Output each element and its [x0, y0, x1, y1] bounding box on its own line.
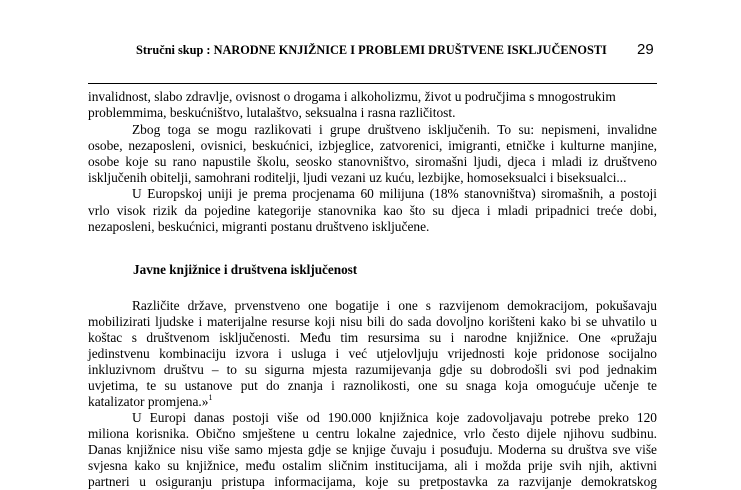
text-line: osobe, nezaposleni, ovisnici, beskućnici, izbjeglice, zatvorenici, imigranti, etničke i kulturne manjine,: [88, 138, 657, 153]
text-line: jedinstvenu kombinaciju izvora i usluga i već utjelovljuju vrijednosti koje pridonose socijalno: [88, 346, 657, 361]
footnote-marker: 1: [208, 393, 213, 402]
page-number: 29: [637, 41, 654, 58]
text-line: osobe koje su rano napustile školu, seosko stanovništvo, siromašni ljudi, djeca i mladi iz društveno: [88, 154, 657, 169]
text-line: uvjetima, te su ustanove put do znanja i raznolikosti, one su snaga koja omogućuje učenje te: [88, 378, 657, 393]
text-line: invalidnost, slabo zdravlje, ovisnost o drogama i alkoholizmu, život u područjima s mnogostrukim: [88, 89, 616, 104]
text-line: isključenih obitelji, samohrani roditelji, ljudi vezani uz kuću, lezbijke, homoseksualci i biseksualci...: [88, 170, 627, 185]
text-line: svjesna kako su knjižnice, među ostalim sličnim institucijama, ali i možda prije svih njih, aktivni: [88, 458, 657, 473]
text-line: nezaposleni, beskućnici, migranti postanu društveno isključene.: [88, 219, 430, 234]
text-line: [88, 394, 212, 410]
text-line: partneri u osiguranju pristupa informacijama, koje su pretpostavka za razvijanje demokratskog: [88, 474, 657, 489]
text-line: U Europi danas postoji više od 190.000 knjižnica koje zadovoljavaju potrebe preko 120: [132, 410, 657, 425]
header-rule: [88, 83, 657, 84]
text-line: vrlo visok rizik da pojedine kategorije stanovnika kao što su djeca i mladi pripadnici treće dobi,: [88, 203, 657, 218]
text-line-content: katalizator promjena.»: [88, 394, 209, 409]
text-line: problemmima, beskućništvo, lutalaštvo, seksualna i rasna različitost.: [88, 105, 456, 120]
text-line: Različite države, prvenstveno one bogatije i one s razvijenom demokracijom, pokušavaju: [132, 298, 657, 313]
text-line: Danas knjižnice nisu više samo mjesta gdje se knjige čuvaju i posuđuju. Moderna su društva sve više: [88, 442, 657, 457]
text-line: miliona korisnika. Obično smještene u centru lokalne zajednice, vrlo često dijele njihovu sudbinu.: [88, 426, 657, 441]
text-line: U Europskoj uniji je prema procjenama 60 milijuna (18% stanovništva) siromašnih, a postoji: [132, 186, 657, 201]
text-line: koštac s društvenom isključenosti. Među tim resursima su i narodne knjižnice. One «pružaju: [88, 330, 657, 345]
text-line: inkluzivnom društvu – to su sigurna mjesta razumijevanja gdje su dobrodošli svi pod jednakim: [88, 362, 657, 377]
text-line: Zbog toga se mogu razlikovati i grupe društveno isključenih. To su: nepismeni, invalidne: [132, 122, 657, 137]
section-heading: Javne knjižnice i društvena isključenost: [133, 262, 358, 277]
running-header-title: Stručni skup : NARODNE KNJIŽNICE I PROBLEMI DRUŠTVENE ISKLJUČENOSTI: [136, 43, 607, 57]
text-line: mobilizirati ljudske i materijalne resurse koji nisu bili do sada dovoljno korišteni kako bi se uhvatilo u: [88, 314, 657, 329]
